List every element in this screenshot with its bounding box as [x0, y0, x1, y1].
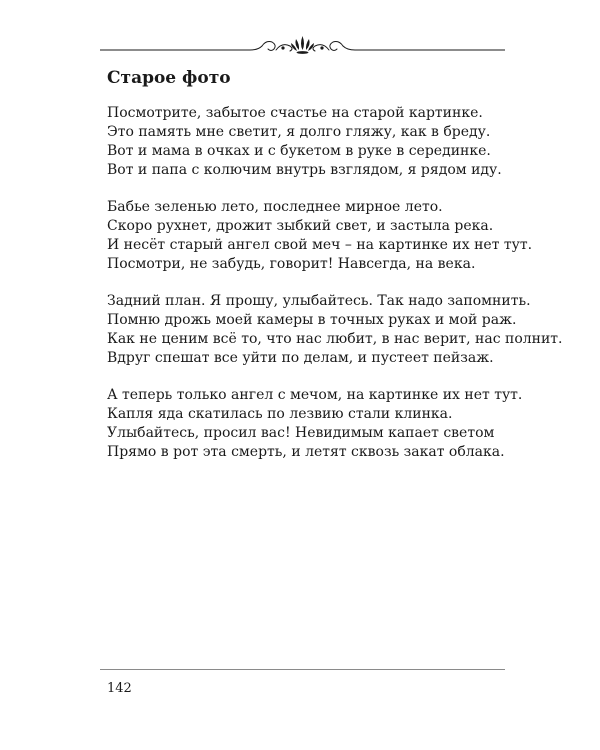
poem-line: Посмотрите, забытое счастье на старой картинке.: [107, 105, 483, 121]
poem-line: Улыбайтесь, просил вас! Невидимым капает светом: [107, 425, 495, 441]
page-title: Старое фото: [107, 68, 231, 88]
page-number: 142: [107, 681, 132, 696]
poem-line: Скоро рухнет, дрожит зыбкий свет, и застыла река.: [107, 218, 494, 234]
poem-line: Задний план. Я прошу, улыбайтесь. Так надо запомнить.: [107, 293, 531, 309]
flourish-divider-icon: [100, 30, 505, 60]
poem-body: [107, 104, 563, 480]
stanza-3: [107, 292, 563, 368]
stanza-4: [107, 386, 527, 462]
poem-line: Прямо в рот эта смерть, и летят сквозь закат облака.: [107, 444, 505, 460]
poem-line: Как не ценим всё то, что нас любит, в нас верит, нас полнит.: [107, 331, 563, 347]
poem-line: Это память мне светит, я долго гляжу, как в бреду.: [107, 124, 491, 140]
footer-divider: [100, 669, 505, 670]
poem-line: Помню дрожь моей камеры в точных руках и мой раж.: [107, 312, 517, 328]
poem-line: И несёт старый ангел свой меч – на картинке их нет тут.: [107, 237, 533, 253]
poem-line: Посмотри, не забудь, говорит! Навсегда, на века.: [107, 256, 476, 272]
stanza-1: [107, 104, 527, 180]
poem-line: Бабье зеленью лето, последнее мирное лето.: [107, 199, 443, 215]
poem-line: А теперь только ангел с мечом, на картинке их нет тут.: [107, 387, 523, 403]
poem-line: Вдруг спешат все уйти по делам, и пустеет пейзаж.: [107, 350, 494, 366]
poem-line: Вот и мама в очках и с букетом в руке в серединке.: [107, 143, 491, 159]
stanza-2: [107, 198, 533, 274]
poem-line: Вот и папа с колючим внутрь взглядом, я рядом иду.: [107, 162, 502, 178]
poem-line: Капля яда скатилась по лезвию стали клинка.: [107, 406, 453, 422]
